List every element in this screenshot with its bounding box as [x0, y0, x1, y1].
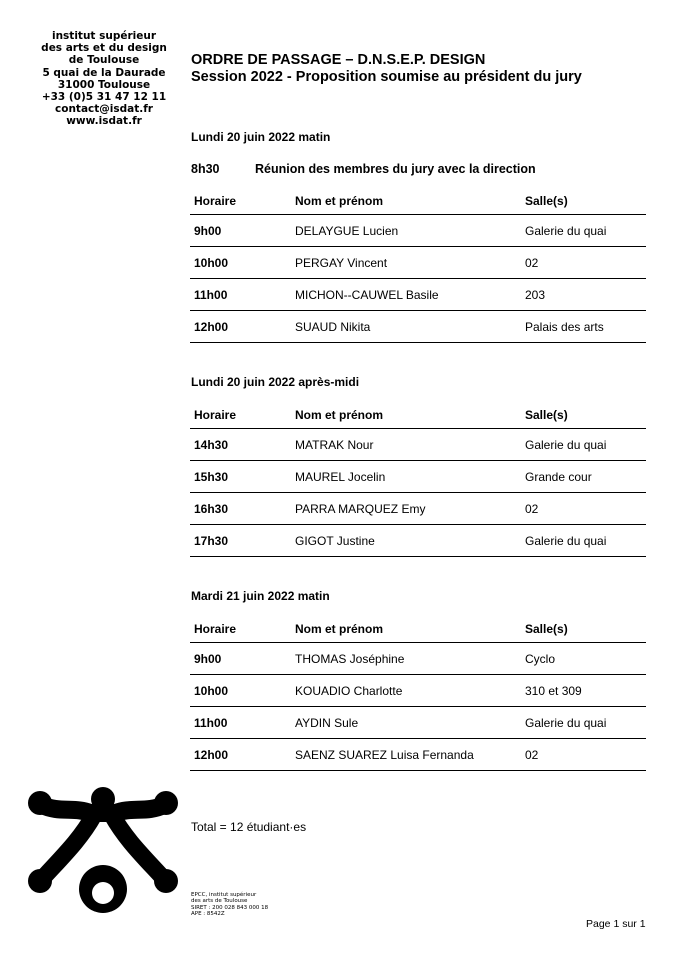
address-line: 31000 Toulouse — [57, 78, 151, 91]
table-row — [190, 279, 646, 311]
table-row — [190, 461, 646, 493]
cell-room: Palais des arts — [521, 311, 646, 343]
cell-name: MICHON--CAUWEL Basile — [291, 279, 521, 311]
meeting-time: 8h30 — [191, 162, 220, 176]
table-row — [190, 493, 646, 525]
legal-line: SIRET : 200 028 843 000 18 — [191, 904, 269, 911]
table-row — [190, 643, 646, 675]
cell-time: 12h00 — [190, 311, 291, 343]
cell-time: 9h00 — [190, 643, 291, 675]
document-title: ORDRE DE PASSAGE – D.N.S.E.P. DESIGN — [191, 52, 486, 68]
address-line: www.isdat.fr — [66, 115, 142, 128]
cell-name: SAENZ SUAREZ Luisa Fernanda — [291, 739, 521, 771]
cell-time: 15h30 — [190, 461, 291, 493]
table-row — [190, 739, 646, 771]
institution-address — [28, 30, 180, 128]
cell-name: MATRAK Nour — [291, 429, 521, 461]
table-row — [190, 311, 646, 343]
address-line: de Toulouse — [68, 54, 140, 67]
meeting-label: Réunion des membres du jury avec la direction — [255, 162, 536, 176]
cell-room: 02 — [521, 739, 646, 771]
table-row — [190, 525, 646, 557]
table-row — [190, 247, 646, 279]
cell-time: 16h30 — [190, 493, 291, 525]
cell-time: 10h00 — [190, 247, 291, 279]
cell-room: Galerie du quai — [521, 429, 646, 461]
cell-name: PERGAY Vincent — [291, 247, 521, 279]
column-header-name: Nom et prénom — [291, 402, 521, 429]
section-title-monday-morning: Lundi 20 juin 2022 matin — [191, 130, 331, 144]
cell-room: 02 — [521, 247, 646, 279]
address-line: des arts et du design — [41, 42, 167, 55]
table-row — [190, 675, 646, 707]
schedule-table-monday-morning — [190, 188, 646, 343]
schedule-table-tuesday-morning — [190, 616, 646, 771]
section-title-monday-afternoon: Lundi 20 juin 2022 après-midi — [191, 375, 360, 389]
legal-info — [191, 892, 268, 917]
cell-time: 17h30 — [190, 525, 291, 557]
address-line: +33 (0)5 31 47 12 11 — [41, 91, 167, 104]
cell-name: KOUADIO Charlotte — [291, 675, 521, 707]
cell-room: Galerie du quai — [521, 707, 646, 739]
table-header-row — [190, 188, 646, 215]
column-header-room: Salle(s) — [521, 616, 646, 643]
legal-line: APE : 8542Z — [191, 910, 225, 917]
cell-name: AYDIN Sule — [291, 707, 521, 739]
address-line: institut supérieur — [51, 30, 157, 42]
cell-name: MAUREL Jocelin — [291, 461, 521, 493]
cell-room: Galerie du quai — [521, 215, 646, 247]
column-header-time: Horaire — [190, 616, 291, 643]
jury-meeting — [191, 162, 536, 176]
document-subtitle: Session 2022 - Proposition soumise au président du jury — [191, 69, 582, 85]
cell-time: 14h30 — [190, 429, 291, 461]
cell-time: 11h00 — [190, 279, 291, 311]
address-line: 5 quai de la Daurade — [42, 66, 166, 79]
table-header-row — [190, 402, 646, 429]
column-header-room: Salle(s) — [521, 188, 646, 215]
table-row — [190, 429, 646, 461]
legal-line: des arts de Toulouse — [191, 898, 248, 905]
cell-name: THOMAS Joséphine — [291, 643, 521, 675]
cell-room: Galerie du quai — [521, 525, 646, 557]
column-header-name: Nom et prénom — [291, 188, 521, 215]
cell-room: 02 — [521, 493, 646, 525]
column-header-time: Horaire — [190, 402, 291, 429]
cell-room: 310 et 309 — [521, 675, 646, 707]
isdat-logo-icon — [28, 785, 178, 915]
total-students: Total = 12 étudiant·es — [191, 820, 307, 834]
schedule-table-monday-afternoon — [190, 402, 646, 557]
section-title-tuesday-morning: Mardi 21 juin 2022 matin — [191, 589, 330, 603]
cell-time: 9h00 — [190, 215, 291, 247]
cell-name: PARRA MARQUEZ Emy — [291, 493, 521, 525]
cell-room: Grande cour — [521, 461, 646, 493]
column-header-name: Nom et prénom — [291, 616, 521, 643]
document-header — [191, 52, 582, 86]
legal-line: EPCC, institut supérieur — [191, 892, 257, 898]
cell-room: 203 — [521, 279, 646, 311]
table-row — [190, 707, 646, 739]
cell-time: 12h00 — [190, 739, 291, 771]
column-header-room: Salle(s) — [521, 402, 646, 429]
cell-name: DELAYGUE Lucien — [291, 215, 521, 247]
table-row — [190, 215, 646, 247]
cell-time: 11h00 — [190, 707, 291, 739]
address-line: contact@isdat.fr — [55, 103, 153, 116]
cell-time: 10h00 — [190, 675, 291, 707]
table-header-row — [190, 616, 646, 643]
cell-room: Cyclo — [521, 643, 646, 675]
page-number: Page 1 sur 1 — [586, 918, 646, 930]
cell-name: SUAUD Nikita — [291, 311, 521, 343]
column-header-time: Horaire — [190, 188, 291, 215]
cell-name: GIGOT Justine — [291, 525, 521, 557]
